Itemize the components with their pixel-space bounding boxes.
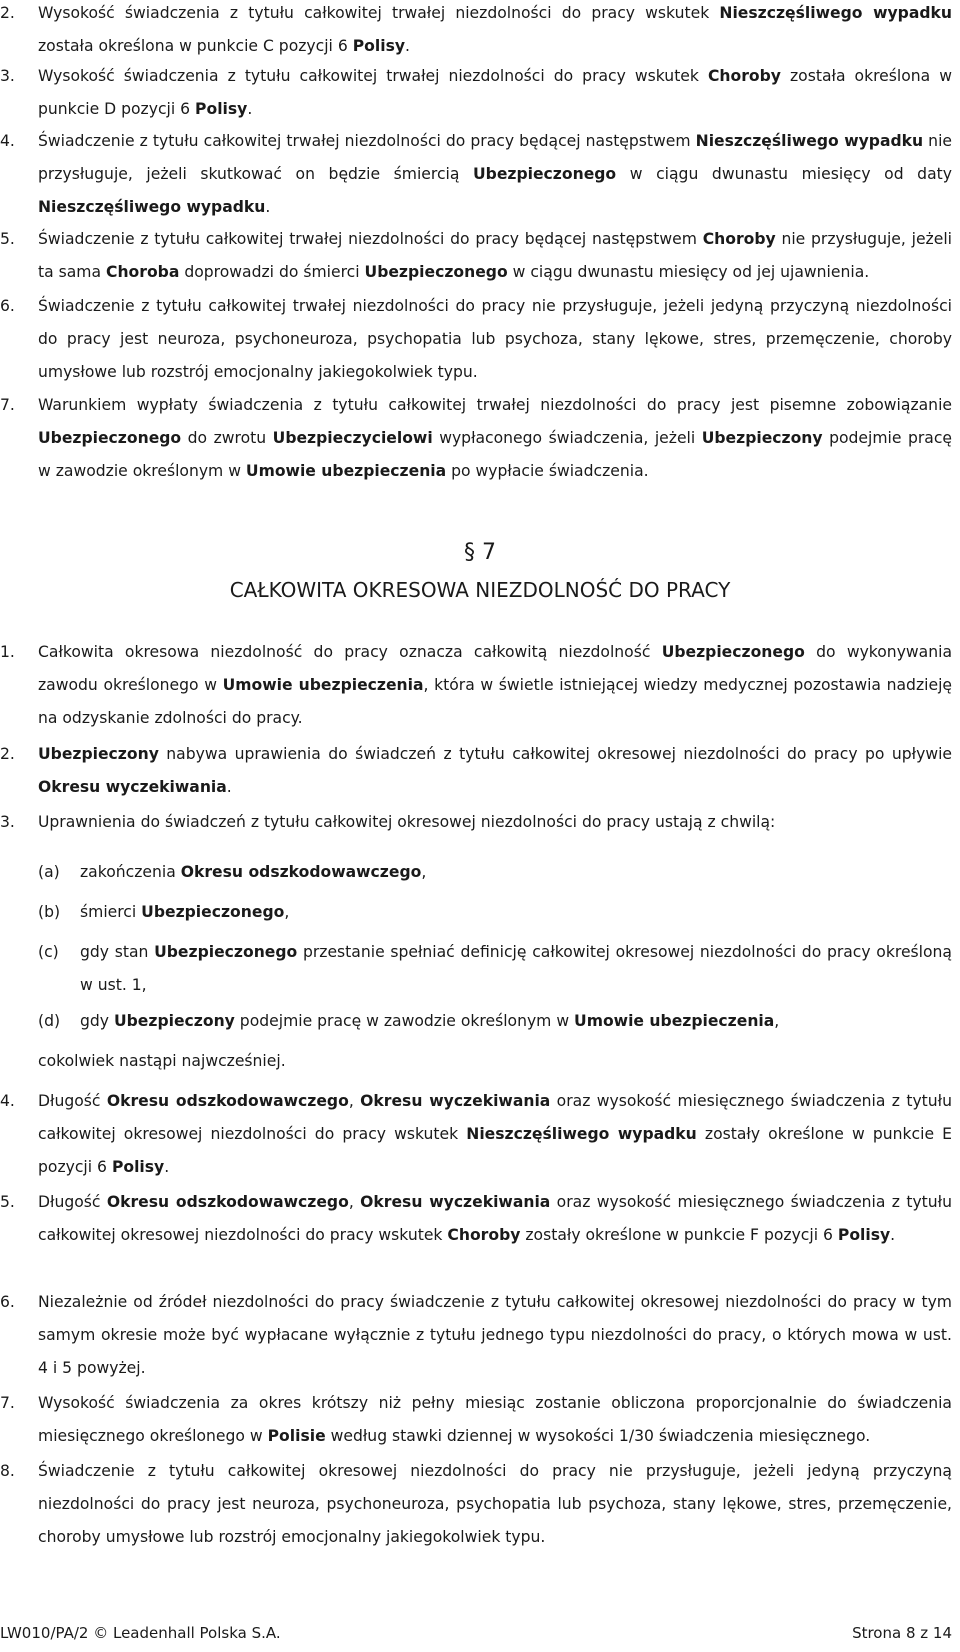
list-item <box>0 806 952 839</box>
sub-item-letter: (d) <box>38 1012 61 1030</box>
text-segment: Świadczenie z tytułu całkowitej okresowej niezdolności do pracy nie przysługuje, jeżeli jedyną przyczyną niezdolności do pracy jest neuroza, psychoneuroza, psychopatia lub psychoza, stany lękowe, stres, przemęczenie, choroby umysłowe lub rozstrój emocjonalny jakiegokolwiek typu. <box>38 1462 952 1546</box>
defined-term: Polisie <box>267 1427 326 1445</box>
defined-term: Choroby <box>702 230 776 248</box>
list-item <box>0 1387 952 1453</box>
defined-term: Ubezpieczonego <box>38 429 182 447</box>
item-text <box>38 1286 952 1385</box>
text-segment: oraz wysokość miesięcznego świadczenia z tytułu całkowitej okresowej niezdolności do pracy wskutek <box>38 1092 952 1143</box>
defined-term: Ubezpieczycielowi <box>272 429 433 447</box>
defined-term: Umowie ubezpieczenia <box>574 1012 775 1030</box>
item-number: 7. <box>0 1394 15 1412</box>
defined-term: Okresu odszkodowawczego <box>106 1193 349 1211</box>
text-segment: wypłaconego świadczenia, jeżeli <box>432 429 702 447</box>
text-segment: Wysokość świadczenia z tytułu całkowitej trwałej niezdolności do pracy wskutek <box>38 4 720 22</box>
text-segment: w ciągu dwunastu miesięcy od daty <box>616 165 952 183</box>
item-number: 4. <box>0 132 15 150</box>
text-segment: podejmie pracę w zawodzie określonym w <box>234 1012 575 1030</box>
list-item <box>0 60 952 126</box>
sub-item-letter: (a) <box>38 863 60 881</box>
text-segment: . <box>226 778 232 796</box>
list-item <box>0 0 952 63</box>
text-segment: Świadczenie z tytułu całkowitej trwałej niezdolności do pracy będącej następstwem <box>38 132 696 150</box>
defined-term: Choroby <box>707 67 781 85</box>
defined-term: Nieszczęśliwego wypadku <box>466 1125 697 1143</box>
list-item <box>0 1186 952 1252</box>
text-segment: Długość <box>38 1193 107 1211</box>
item-number: 4. <box>0 1092 15 1110</box>
text-segment: nabywa uprawienia do świadczeń z tytułu całkowitej okresowej niezdolności do pracy po upływie <box>158 745 952 763</box>
list-item <box>0 223 952 289</box>
defined-term: Okresu odszkodowawczego <box>106 1092 349 1110</box>
text-segment: . <box>265 198 271 216</box>
section-title: CAŁKOWITA OKRESOWA NIEZDOLNOŚĆ DO PRACY <box>229 578 731 602</box>
text-segment: , <box>348 1092 361 1110</box>
text-segment: po wypłacie świadczenia. <box>446 462 649 480</box>
defined-term: Ubezpieczony <box>701 429 823 447</box>
text-segment: zakończenia <box>80 863 181 881</box>
defined-term: Ubezpieczonego <box>661 643 805 661</box>
text-segment: w ciągu dwunastu miesięcy od jej ujawnienia. <box>507 263 870 281</box>
text-segment: zostały określone w punkcie E pozycji 6 <box>38 1125 952 1176</box>
text-segment: Świadczenie z tytułu całkowitej trwałej niezdolności do pracy nie przysługuje, jeżeli jedyną przyczyną niezdolności do pracy jest neuroza, psychoneuroza, psychopatia lub psychoza, stany lękowe, stres, przemęczenie, choroby umysłowe lub rozstrój emocjonalny jakiegokolwiek typu. <box>38 297 952 381</box>
defined-term: Nieszczęśliwego wypadku <box>719 4 952 22</box>
item-text <box>38 1387 952 1453</box>
defined-term: Okresu wyczekiwania <box>360 1193 551 1211</box>
text-segment: Całkowita okresowa niezdolność do pracy oznacza całkowitą niezdolność <box>38 643 662 661</box>
text-segment: Uprawnienia do świadczeń z tytułu całkowitej okresowej niezdolności do pracy ustają z chwilą: <box>38 813 776 831</box>
text-segment: Warunkiem wypłaty świadczenia z tytułu całkowitej trwałej niezdolności do pracy jest pisemne zobowiązanie <box>38 396 952 414</box>
defined-term: Nieszczęśliwego wypadku <box>695 132 924 150</box>
text-segment: Długość <box>38 1092 107 1110</box>
text-segment: przestanie spełniać definicję całkowitej okresowej niezdolności do pracy określoną w ust. 1, <box>80 943 952 994</box>
item-number: 3. <box>0 67 15 85</box>
defined-term: Umowie ubezpieczenia <box>222 676 424 694</box>
sub-item-text <box>80 856 952 889</box>
sub-item-text <box>80 936 952 1002</box>
item-number: 5. <box>0 230 15 248</box>
text-segment: , <box>421 863 427 881</box>
defined-term: Polisy <box>195 100 248 118</box>
item-number: 5. <box>0 1193 15 1211</box>
item-number: 3. <box>0 813 15 831</box>
defined-term: Okresu wyczekiwania <box>360 1092 551 1110</box>
item-text <box>38 60 952 126</box>
footer-page-number: Strona 8 z 14 <box>852 1624 952 1642</box>
defined-term: Okresu wyczekiwania <box>38 778 227 796</box>
defined-term: Okresu odszkodowawczego <box>180 863 422 881</box>
list-item <box>0 1085 952 1184</box>
list-item <box>0 636 952 735</box>
text-segment: . <box>164 1158 170 1176</box>
defined-term: Umowie ubezpieczenia <box>245 462 447 480</box>
item-text <box>38 1085 952 1184</box>
defined-term: Ubezpieczony <box>38 745 159 763</box>
text-segment: do zwrotu <box>181 429 273 447</box>
item-number: 8. <box>0 1462 15 1480</box>
defined-term: Choroba <box>106 263 180 281</box>
defined-term: Ubezpieczonego <box>364 263 508 281</box>
list-item <box>0 1286 952 1385</box>
list-item <box>0 125 952 224</box>
text-segment: Wysokość świadczenia za okres krótszy niż pełny miesiąc zostanie obliczona proporcjonalnie do świadczenia miesięcznego określonego w <box>38 1394 952 1445</box>
defined-term: Choroby <box>447 1226 521 1244</box>
text-segment: Niezależnie od źródeł niezdolności do pracy świadczenie z tytułu całkowitej okresowej niezdolności do pracy w tym samym okresie może być wypłacane wyłącznie z tytułu jednego typu niezdolności do pracy, o których mowa w ust. 4 i 5 powyżej. <box>38 1293 952 1377</box>
text-segment: nie przysługuje, jeżeli ta sama <box>38 230 952 281</box>
text-segment: , <box>774 1012 780 1030</box>
text-segment: . <box>405 37 410 55</box>
list-item <box>0 1455 952 1554</box>
text-segment: , która w świetle istniejącej wiedzy medycznej pozostawia nadzieję na odzyskanie zdolności do pracy. <box>38 676 952 727</box>
sub-list-item <box>38 896 952 929</box>
item-number: 2. <box>0 745 15 763</box>
defined-term: Ubezpieczonego <box>154 943 298 961</box>
sub-item-letter: (b) <box>38 903 61 921</box>
item-number: 2. <box>0 4 15 22</box>
text-segment: śmierci <box>80 903 142 921</box>
text-segment: została określona w punkcie D pozycji 6 <box>38 67 952 118</box>
text-segment: gdy stan <box>80 943 155 961</box>
item-number: 7. <box>0 396 15 414</box>
text-segment: oraz wysokość miesięcznego świadczenia z tytułu całkowitej okresowej niezdolności do pracy wskutek <box>38 1193 952 1244</box>
text-segment: nie przysługuje, jeżeli skutkować on będzie śmiercią <box>38 132 952 183</box>
text-segment: do wykonywania zawodu określonego w <box>38 643 953 694</box>
text-segment: , <box>348 1193 361 1211</box>
closing-text: cokolwiek nastąpi najwcześniej. <box>38 1052 286 1070</box>
sub-list-item <box>38 936 952 1002</box>
text-segment: według stawki dziennej w wysokości 1/30 świadczenia miesięcznego. <box>325 1427 871 1445</box>
item-text <box>38 223 952 289</box>
item-number: 6. <box>0 1293 15 1311</box>
defined-term: Polisy <box>352 37 406 55</box>
defined-term: Polisy <box>111 1158 165 1176</box>
sub-list-item <box>38 856 952 889</box>
defined-term: Ubezpieczonego <box>141 903 285 921</box>
item-number: 1. <box>0 643 15 661</box>
text-segment: została określona w punkcie C pozycji 6 <box>38 37 353 55</box>
sub-item-letter: (c) <box>38 943 59 961</box>
text-segment: Świadczenie z tytułu całkowitej trwałej niezdolności do pracy będącej następstwem <box>38 230 703 248</box>
item-text <box>38 290 952 389</box>
list-item <box>0 290 952 389</box>
sub-item-text <box>80 896 952 929</box>
sub-list-item <box>38 1005 952 1038</box>
text-segment: Wysokość świadczenia z tytułu całkowitej trwałej niezdolności do pracy wskutek <box>38 67 708 85</box>
item-text <box>38 0 952 63</box>
section-number: § 7 <box>464 540 496 565</box>
item-text <box>38 806 952 839</box>
list-item <box>0 389 952 488</box>
item-text <box>38 125 952 224</box>
text-segment: gdy <box>80 1012 114 1030</box>
item-text <box>38 636 952 735</box>
list-item <box>0 738 952 804</box>
text-segment: . <box>890 1226 896 1244</box>
text-segment: . <box>247 100 253 118</box>
defined-term: Nieszczęśliwego wypadku <box>38 198 266 216</box>
item-text <box>38 738 952 804</box>
text-segment: doprowadzi do śmierci <box>179 263 365 281</box>
text-segment: podejmie pracę w zawodzie określonym w <box>38 429 952 480</box>
defined-term: Polisy <box>837 1226 891 1244</box>
item-text <box>38 1455 952 1554</box>
sub-item-text <box>80 1005 952 1038</box>
item-number: 6. <box>0 297 15 315</box>
item-text <box>38 1186 952 1252</box>
text-segment: zostały określone w punkcie F pozycji 6 <box>520 1226 838 1244</box>
item-text <box>38 389 952 488</box>
defined-term: Ubezpieczonego <box>473 165 617 183</box>
defined-term: Ubezpieczony <box>113 1012 235 1030</box>
text-segment: , <box>284 903 290 921</box>
footer-document-id: LW010/PA/2 © Leadenhall Polska S.A. <box>0 1624 281 1642</box>
